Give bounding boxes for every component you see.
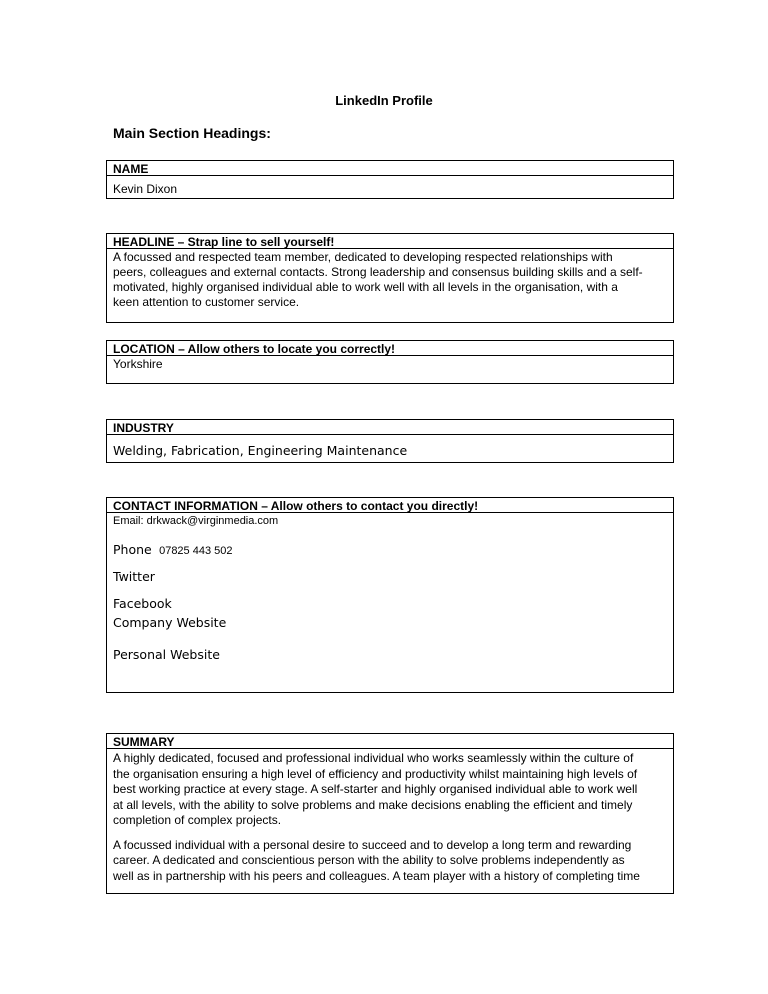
location-heading: LOCATION – Allow others to locate you correctly! [107, 341, 673, 356]
summary-line: A focussed individual with a personal desire to succeed and to develop a long term and rewarding [113, 837, 632, 852]
summary-line: at all levels, with the ability to solve problems and make decisions enabling the efficient and timely [113, 797, 633, 812]
name-section [106, 160, 674, 199]
summary-heading: SUMMARY [107, 734, 673, 749]
contact-heading: CONTACT INFORMATION – Allow others to contact you directly! [107, 498, 673, 513]
phone-row [113, 542, 233, 559]
summary-line: A highly dedicated, focused and professional individual who works seamlessly within the culture of [113, 751, 634, 765]
twitter-label: Twitter [113, 569, 155, 584]
main-section-heading: Main Section Headings: [113, 125, 271, 141]
summary-section [106, 733, 674, 894]
industry-heading: INDUSTRY [107, 420, 673, 435]
email-value: Email: drkwack@virginmedia.com [113, 515, 279, 527]
headline-line: keen attention to customer service. [113, 295, 300, 309]
industry-value: Welding, Fabrication, Engineering Maintenance [113, 443, 408, 458]
contact-section [106, 497, 674, 693]
headline-heading: HEADLINE – Strap line to sell yourself! [107, 234, 673, 249]
location-section [106, 340, 674, 384]
summary-text [107, 749, 673, 884]
name-heading: NAME [107, 161, 673, 176]
phone-label: Phone [113, 542, 152, 557]
page-title: LinkedIn Profile [335, 93, 433, 108]
company-website-label: Company Website [113, 615, 227, 630]
headline-section [106, 233, 674, 323]
headline-line: motivated, highly organised individual able to work well with all levels in the organisation, with a [113, 280, 618, 294]
summary-line: the organisation ensuring a high level of efficiency and productivity whilst maintaining high levels of [113, 766, 638, 781]
personal-website-label: Personal Website [113, 647, 220, 662]
name-value: Kevin Dixon [113, 182, 178, 196]
headline-line: peers, colleagues and external contacts. Strong leadership and consensus building skills and a self- [113, 265, 643, 279]
phone-value: 07825 443 502 [159, 545, 233, 557]
summary-line: best working practice at every stage. A self-starter and highly organised individual able to work well [113, 782, 638, 796]
summary-line: career. A dedicated and conscientious person with the ability to solve problems independently as [113, 853, 625, 867]
facebook-label: Facebook [113, 596, 172, 611]
industry-section [106, 419, 674, 463]
location-value: Yorkshire [113, 357, 163, 371]
headline-line: A focussed and respected team member, dedicated to developing respected relationships with [113, 250, 613, 264]
summary-line: well as in partnership with his peers and colleagues. A team player with a history of completing time [113, 868, 640, 883]
summary-line: completion of complex projects. [113, 813, 282, 827]
headline-text [107, 249, 673, 310]
